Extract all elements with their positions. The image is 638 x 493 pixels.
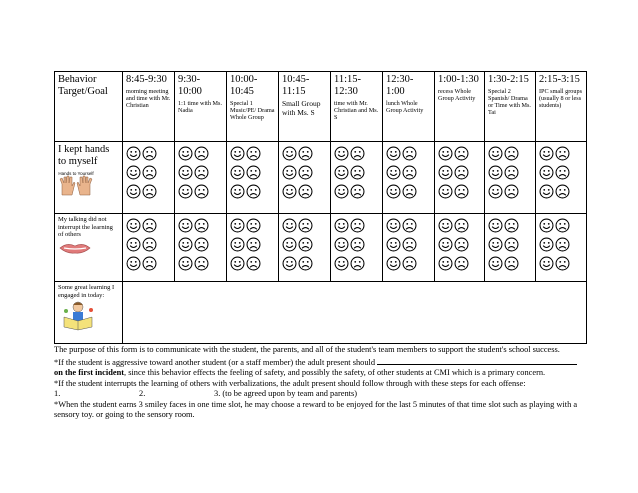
slot-desc: morning meeting and time with Mr. Christian [126, 88, 171, 109]
row-hands [55, 142, 587, 214]
smiley-face-icon[interactable] [230, 165, 245, 180]
child-reading-icon [58, 301, 98, 331]
sad-face-icon[interactable] [142, 218, 157, 233]
sad-face-icon[interactable] [246, 256, 261, 271]
sad-face-icon[interactable] [402, 165, 417, 180]
smiley-face-icon[interactable] [126, 237, 141, 252]
row-learning [55, 282, 587, 344]
hands-caption: Hands to Yourself [58, 171, 94, 176]
slot-time: 12:30-1:00 [386, 74, 414, 97]
face-pair [334, 218, 379, 233]
smiley-face-icon[interactable] [230, 146, 245, 161]
sad-face-icon[interactable] [555, 218, 570, 233]
face-pair [334, 165, 379, 180]
face-pair [178, 146, 223, 161]
sad-face-icon[interactable] [504, 184, 519, 199]
smiley-face-icon[interactable] [126, 146, 141, 161]
slot-header [123, 72, 175, 142]
sad-face-icon[interactable] [454, 237, 469, 252]
smiley-face-icon[interactable] [539, 237, 554, 252]
sad-face-icon[interactable] [246, 184, 261, 199]
sad-face-icon[interactable] [298, 237, 313, 252]
sad-face-icon[interactable] [246, 218, 261, 233]
smiley-face-icon[interactable] [488, 184, 503, 199]
lips-icon [58, 241, 92, 255]
smiley-face-icon[interactable] [438, 218, 453, 233]
smiley-face-icon[interactable] [178, 218, 193, 233]
face-cell [435, 214, 485, 282]
face-cell [383, 142, 435, 214]
purpose-text: The purpose of this form is to communicate with the student, the parents, and all of the student's team members to support the student's school success. [54, 345, 560, 354]
face-cell [175, 214, 227, 282]
face-pair [539, 184, 583, 199]
face-pair [230, 146, 275, 161]
slot-desc: lunch Whole Group Activity [386, 100, 424, 114]
face-pair [230, 165, 275, 180]
sad-face-icon[interactable] [298, 218, 313, 233]
smiley-face-icon[interactable] [282, 237, 297, 252]
sad-face-icon[interactable] [298, 165, 313, 180]
sad-face-icon[interactable] [246, 165, 261, 180]
face-pair [178, 256, 223, 271]
face-cell [331, 214, 383, 282]
behavior-chart [54, 71, 587, 344]
smiley-face-icon[interactable] [488, 256, 503, 271]
smiley-face-icon[interactable] [386, 184, 401, 199]
face-pair [126, 218, 171, 233]
sad-face-icon[interactable] [298, 146, 313, 161]
face-pair [126, 165, 171, 180]
sad-face-icon[interactable] [350, 237, 365, 252]
interrupts-text: *If the student interrupts the learning of others with verbalizations, the adult present should follow through with these steps for each offense: [54, 378, 526, 388]
smiley-face-icon[interactable] [178, 184, 193, 199]
smiley-face-icon[interactable] [230, 218, 245, 233]
face-pair [178, 237, 223, 252]
sad-face-icon[interactable] [402, 237, 417, 252]
face-pair [282, 184, 327, 199]
smiley-face-icon[interactable] [438, 165, 453, 180]
smiley-face-icon[interactable] [230, 256, 245, 271]
face-pair [282, 218, 327, 233]
smiley-face-icon[interactable] [126, 218, 141, 233]
face-pair [386, 165, 431, 180]
face-pair [282, 256, 327, 271]
smiley-face-icon[interactable] [386, 146, 401, 161]
face-pair [334, 256, 379, 271]
smiley-face-icon[interactable] [282, 184, 297, 199]
face-pair [539, 256, 583, 271]
slot-time: 2:15-3:15 [539, 74, 580, 85]
face-cell [123, 214, 175, 282]
sad-face-icon[interactable] [350, 218, 365, 233]
sad-face-icon[interactable] [194, 184, 209, 199]
face-pair [386, 237, 431, 252]
face-pair [539, 165, 583, 180]
sad-face-icon[interactable] [504, 146, 519, 161]
smiley-face-icon[interactable] [539, 165, 554, 180]
face-pair [230, 256, 275, 271]
face-cell [435, 142, 485, 214]
face-pair [488, 256, 532, 271]
sad-face-icon[interactable] [194, 218, 209, 233]
sad-face-icon[interactable] [350, 256, 365, 271]
sad-face-icon[interactable] [402, 256, 417, 271]
face-pair [178, 165, 223, 180]
aggressive-line: *If the student is aggressive toward another student (or a staff member) the adult present should [54, 356, 590, 369]
face-pair [488, 184, 532, 199]
face-pair [126, 184, 171, 199]
face-cell [485, 142, 536, 214]
face-cell [279, 142, 331, 214]
sad-face-icon[interactable] [194, 146, 209, 161]
face-cell [383, 214, 435, 282]
sad-face-icon[interactable] [555, 184, 570, 199]
smiley-face-icon[interactable] [386, 237, 401, 252]
face-cell [227, 142, 279, 214]
slot-header [485, 72, 536, 142]
sad-face-icon[interactable] [402, 218, 417, 233]
face-cell [123, 142, 175, 214]
smiley-face-icon[interactable] [438, 184, 453, 199]
header-row [55, 72, 587, 142]
smiley-face-icon[interactable] [438, 256, 453, 271]
sad-face-icon[interactable] [246, 237, 261, 252]
row-label-talking: My talking did not interrupt the learning of others [55, 214, 123, 282]
face-pair [438, 146, 481, 161]
sad-face-icon[interactable] [454, 146, 469, 161]
sad-face-icon[interactable] [142, 184, 157, 199]
face-pair [539, 146, 583, 161]
face-cell [279, 214, 331, 282]
face-pair [126, 146, 171, 161]
sad-face-icon[interactable] [402, 184, 417, 199]
face-pair [282, 237, 327, 252]
slot-time: 10:00-10:45 [230, 74, 258, 97]
smiley-face-icon[interactable] [230, 184, 245, 199]
slot-time: 10:45-11:15 [282, 74, 310, 97]
face-pair [539, 237, 583, 252]
sad-face-icon[interactable] [350, 146, 365, 161]
smiley-face-icon[interactable] [282, 218, 297, 233]
slot-header [279, 72, 331, 142]
slot-time: 1:30-2:15 [488, 74, 529, 85]
slot-desc: IPC small groups (usually 8 or less students) [539, 88, 582, 109]
smiley-face-icon[interactable] [488, 146, 503, 161]
face-pair [126, 237, 171, 252]
slot-desc: 1:1 time with Ms. Nadia [178, 100, 223, 114]
slot-header [331, 72, 383, 142]
reward-text: *When the student earns 3 smiley faces in one time slot, he may choose a reward to be enjoyed for the last 5 minutes of that time slot such as playing with a sensory toy. or going to the sensory room. [54, 399, 578, 419]
face-cell [227, 214, 279, 282]
header-target: Behavior Target/Goal [55, 72, 123, 142]
smiley-face-icon[interactable] [230, 237, 245, 252]
face-pair [386, 218, 431, 233]
smiley-face-icon[interactable] [488, 237, 503, 252]
face-pair [488, 165, 532, 180]
smiley-face-icon[interactable] [126, 184, 141, 199]
sad-face-icon[interactable] [454, 218, 469, 233]
sad-face-icon[interactable] [350, 184, 365, 199]
sad-face-icon[interactable] [555, 256, 570, 271]
smiley-face-icon[interactable] [282, 256, 297, 271]
face-cell [331, 142, 383, 214]
smiley-face-icon[interactable] [539, 218, 554, 233]
slot-header [227, 72, 279, 142]
sad-face-icon[interactable] [454, 184, 469, 199]
row-label-learning: Some great learning I engaged in today: [55, 282, 123, 344]
face-cell [175, 142, 227, 214]
smiley-face-icon[interactable] [178, 146, 193, 161]
sad-face-icon[interactable] [194, 237, 209, 252]
sad-face-icon[interactable] [142, 146, 157, 161]
smiley-face-icon[interactable] [178, 237, 193, 252]
face-pair [230, 218, 275, 233]
face-pair [178, 184, 223, 199]
hands-icon [58, 170, 94, 196]
row-talking [55, 214, 587, 282]
face-pair [230, 184, 275, 199]
sad-face-icon[interactable] [246, 146, 261, 161]
slot-time: 11:15-12:30 [334, 74, 362, 97]
smiley-face-icon[interactable] [334, 165, 349, 180]
smiley-face-icon[interactable] [539, 146, 554, 161]
sad-face-icon[interactable] [142, 237, 157, 252]
face-pair [488, 146, 532, 161]
smiley-face-icon[interactable] [282, 146, 297, 161]
sad-face-icon[interactable] [194, 165, 209, 180]
sad-face-icon[interactable] [402, 146, 417, 161]
slot-header [536, 72, 587, 142]
slot-desc: recess Whole Group Activity [438, 88, 476, 102]
face-pair [438, 237, 481, 252]
smiley-face-icon[interactable] [438, 237, 453, 252]
aggressive-blank [377, 356, 577, 365]
slot-time: 8:45-9:30 [126, 74, 167, 85]
smiley-face-icon[interactable] [438, 146, 453, 161]
face-pair [438, 184, 481, 199]
smiley-face-icon[interactable] [126, 256, 141, 271]
face-cell [536, 142, 587, 214]
smiley-face-icon[interactable] [539, 256, 554, 271]
sad-face-icon[interactable] [555, 165, 570, 180]
smiley-face-icon[interactable] [488, 218, 503, 233]
face-cell [485, 214, 536, 282]
sad-face-icon[interactable] [298, 184, 313, 199]
slot-header [435, 72, 485, 142]
notes-section [54, 345, 590, 421]
slot-desc: Special 1 Music/PE/ Drama Whole Group [230, 100, 275, 121]
face-pair [438, 218, 481, 233]
smiley-face-icon[interactable] [488, 165, 503, 180]
smiley-face-icon[interactable] [126, 165, 141, 180]
sad-face-icon[interactable] [504, 218, 519, 233]
slot-desc: time with Mr. Christian and Ms. S [334, 100, 379, 121]
face-pair [282, 146, 327, 161]
face-pair [539, 218, 583, 233]
smiley-face-icon[interactable] [282, 165, 297, 180]
smiley-face-icon[interactable] [334, 146, 349, 161]
sad-face-icon[interactable] [504, 165, 519, 180]
smiley-face-icon[interactable] [334, 184, 349, 199]
smiley-face-icon[interactable] [334, 218, 349, 233]
face-pair [386, 256, 431, 271]
smiley-face-icon[interactable] [178, 165, 193, 180]
slot-desc: Small Group with Ms. S [282, 99, 321, 117]
face-pair [334, 146, 379, 161]
slot-header [383, 72, 435, 142]
sad-face-icon[interactable] [350, 165, 365, 180]
face-pair [334, 184, 379, 199]
sad-face-icon[interactable] [454, 165, 469, 180]
sad-face-icon[interactable] [142, 256, 157, 271]
smiley-face-icon[interactable] [178, 256, 193, 271]
sad-face-icon[interactable] [298, 256, 313, 271]
sad-face-icon[interactable] [194, 256, 209, 271]
face-pair [230, 237, 275, 252]
slot-time: 9:30-10:00 [178, 74, 202, 97]
face-pair [488, 237, 532, 252]
slot-time: 1:00-1:30 [438, 74, 479, 85]
first-incident-line: on the first incident, since this behavior effects the feeling of safety, and possibly the safety, of other students at CMI which is a primary concern. [54, 368, 546, 377]
smiley-face-icon[interactable] [334, 256, 349, 271]
steps-line: 1. 2. 3. (to be agreed upon by team and parents) [54, 389, 358, 398]
learning-write-area[interactable] [123, 282, 587, 344]
face-pair [334, 237, 379, 252]
smiley-face-icon[interactable] [334, 237, 349, 252]
sad-face-icon[interactable] [454, 256, 469, 271]
face-cell [536, 214, 587, 282]
row-label-hands: I kept hands to myself Hands to Yourself [55, 142, 123, 214]
smiley-face-icon[interactable] [386, 256, 401, 271]
slot-desc: Special 2 Spanish/ Drama or Time with Ms. Tai [488, 88, 531, 116]
face-pair [438, 165, 481, 180]
sad-face-icon[interactable] [555, 237, 570, 252]
smiley-face-icon[interactable] [539, 184, 554, 199]
sad-face-icon[interactable] [504, 237, 519, 252]
smiley-face-icon[interactable] [386, 218, 401, 233]
face-pair [386, 184, 431, 199]
face-pair [386, 146, 431, 161]
face-pair [438, 256, 481, 271]
sad-face-icon[interactable] [504, 256, 519, 271]
sad-face-icon[interactable] [555, 146, 570, 161]
face-pair [488, 218, 532, 233]
smiley-face-icon[interactable] [386, 165, 401, 180]
face-pair [282, 165, 327, 180]
face-pair [126, 256, 171, 271]
slot-header [175, 72, 227, 142]
sad-face-icon[interactable] [142, 165, 157, 180]
face-pair [178, 218, 223, 233]
